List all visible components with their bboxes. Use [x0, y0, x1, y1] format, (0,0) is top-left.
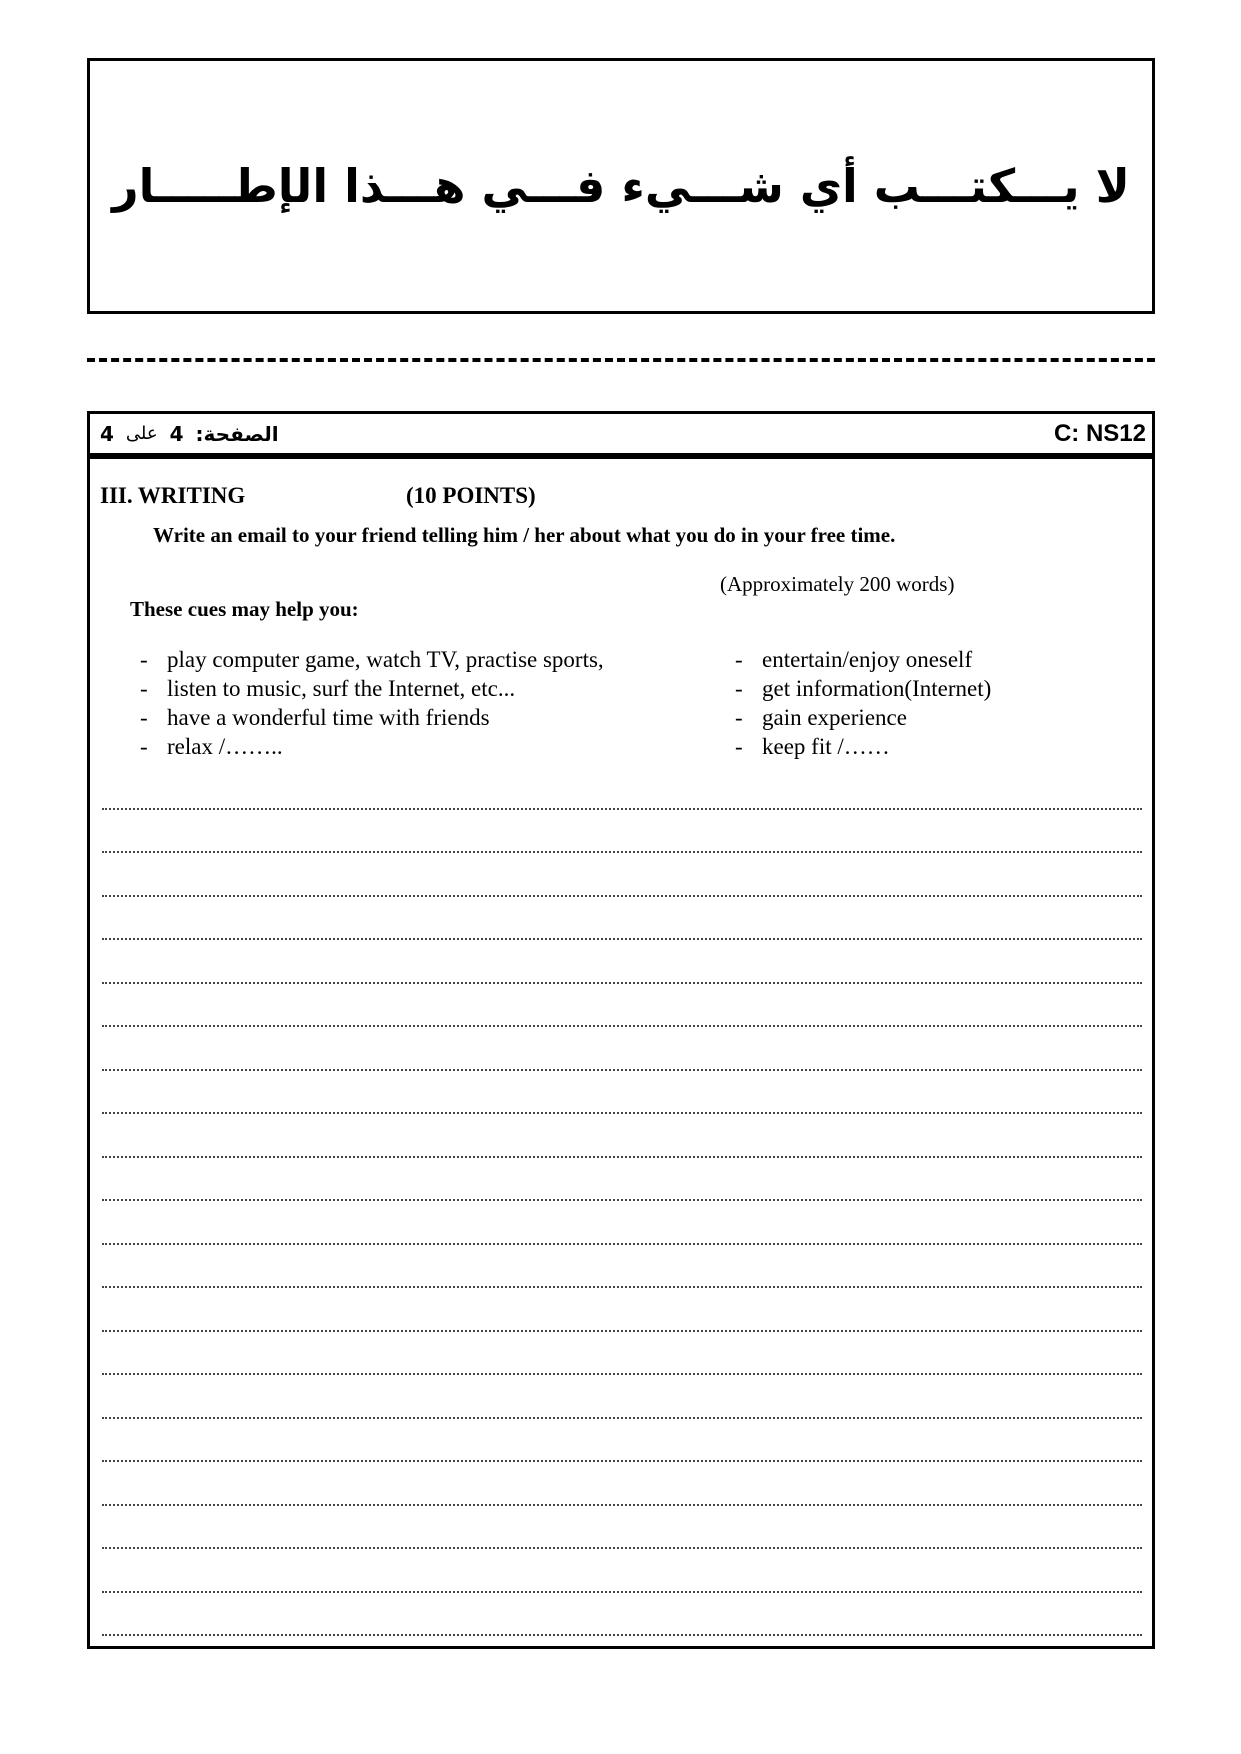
- cue-item: - keep fit /……: [735, 732, 991, 761]
- section-points: (10 POINTS): [406, 483, 536, 508]
- page-number: [100, 422, 279, 446]
- do-not-write-notice: لا يـــكتـــب أي شـــيء فـــي هـــذا الإطـــــار: [112, 159, 1130, 213]
- cue-item: - play computer game, watch TV, practise sports,: [140, 645, 604, 674]
- cue-item: - listen to music, surf the Internet, etc...: [140, 674, 604, 703]
- writing-section: [87, 456, 1155, 1649]
- answer-line[interactable]: [102, 1201, 1142, 1245]
- answer-line[interactable]: [102, 940, 1142, 984]
- cues-title: These cues may help you:: [130, 597, 359, 621]
- cut-line: [87, 358, 1155, 362]
- answer-line[interactable]: [102, 766, 1142, 810]
- cue-item: - have a wonderful time with friends: [140, 703, 604, 732]
- cue-item: - entertain/enjoy oneself: [735, 645, 991, 674]
- section-title: III. WRITING: [100, 483, 246, 508]
- answer-lines[interactable]: [102, 766, 1142, 1636]
- writing-prompt: Write an email to your friend telling him / her about what you do in your free time.: [153, 523, 896, 547]
- answer-line[interactable]: [102, 1158, 1142, 1202]
- answer-line[interactable]: [102, 1332, 1142, 1376]
- page-current: 4: [169, 421, 184, 446]
- answer-line[interactable]: [102, 810, 1142, 854]
- cue-item: - gain experience: [735, 703, 991, 732]
- exam-code: C: NS12: [1053, 419, 1146, 447]
- cue-item: - get information(Internet): [735, 674, 991, 703]
- cue-item: - relax /……..: [140, 732, 604, 761]
- answer-line[interactable]: [102, 1245, 1142, 1289]
- page-header: [87, 411, 1155, 456]
- word-count-note: (Approximately 200 words): [720, 572, 955, 596]
- of-label: على: [125, 423, 158, 444]
- answer-line[interactable]: [102, 1027, 1142, 1071]
- answer-line[interactable]: [102, 897, 1142, 941]
- answer-line[interactable]: [102, 1419, 1142, 1463]
- answer-line[interactable]: [102, 1071, 1142, 1115]
- cues-list-left: [140, 645, 604, 761]
- cues-list-right: [735, 645, 991, 761]
- answer-line[interactable]: [102, 1375, 1142, 1419]
- answer-line[interactable]: [102, 1549, 1142, 1593]
- answer-line[interactable]: [102, 1114, 1142, 1158]
- answer-line[interactable]: [102, 1462, 1142, 1506]
- answer-line[interactable]: [102, 853, 1142, 897]
- do-not-write-frame: [87, 58, 1155, 314]
- answer-line[interactable]: [102, 1506, 1142, 1550]
- page-label: الصفحة:: [195, 421, 279, 446]
- answer-line[interactable]: [102, 1593, 1142, 1637]
- answer-line[interactable]: [102, 1288, 1142, 1332]
- page-total: 4: [100, 421, 114, 446]
- answer-line[interactable]: [102, 984, 1142, 1028]
